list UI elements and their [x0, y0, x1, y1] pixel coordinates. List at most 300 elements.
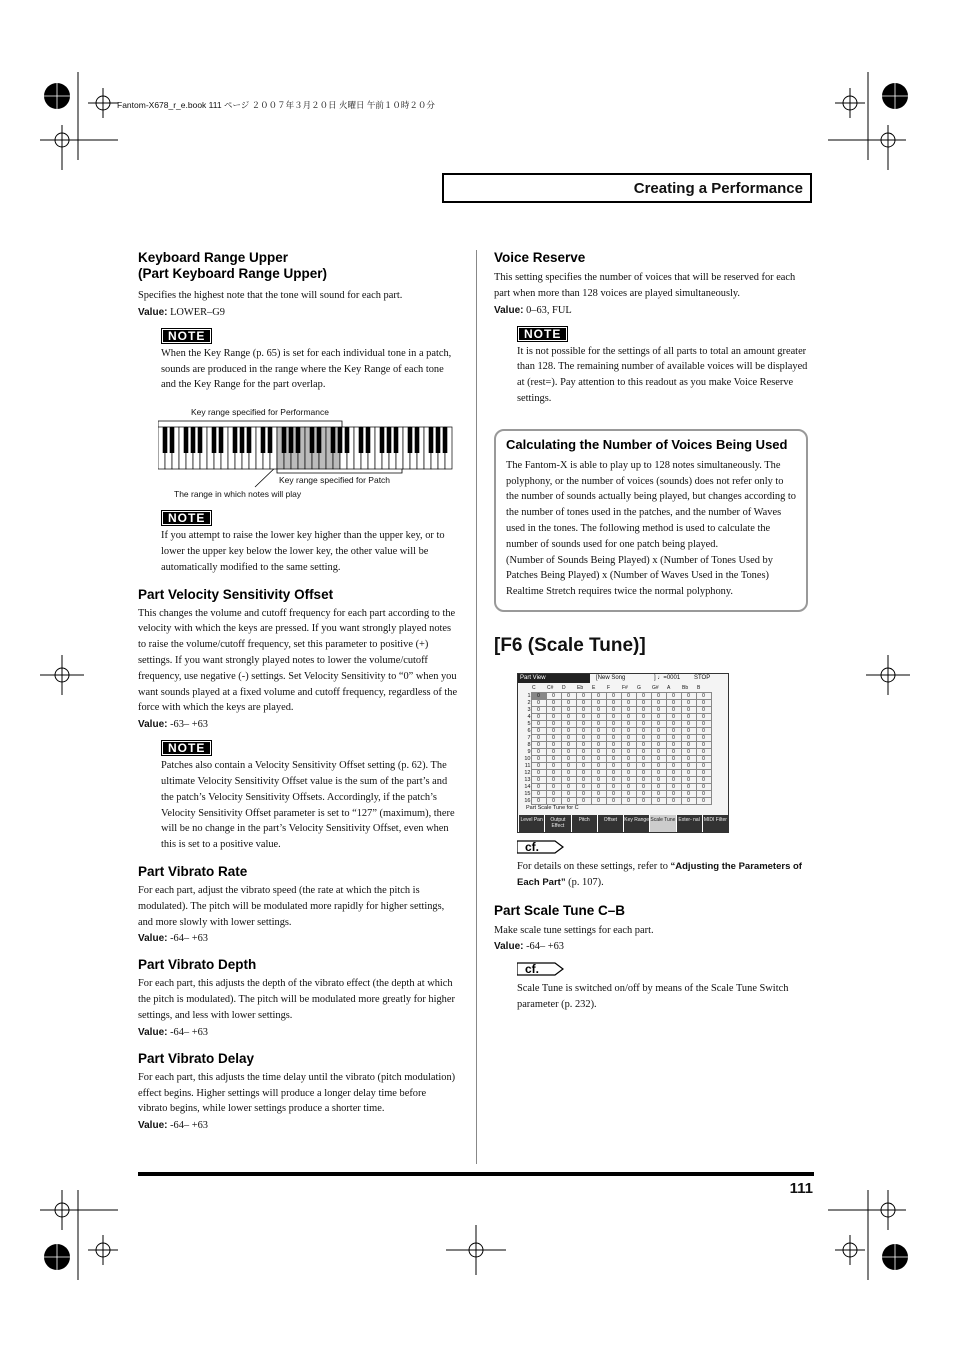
- pvso-note: Patches also contain a Velocity Sensitivity Offset setting (p. 62). The ultimate Velocity Sensitivity Offset value is the sum of the part’s and the patch’s Velocity Sensitivity Offsets. Accordingly, if the patch’s Velocity Sensitivity Offset parameter is set to “127” (maximum), there will be no change in the part’s Velocity Sensitivity Offset, even when this is set to a positive value.: [161, 760, 455, 851]
- grid-row-label: 12: [524, 769, 531, 776]
- grid-cell[interactable]: 0: [666, 797, 681, 804]
- calc-p2: (Number of Sounds Being Played) x (Number of Tones Used by Patches Being Played) x (Number of Waves Used in the Tones): [506, 554, 773, 582]
- grid-cell[interactable]: 0: [681, 790, 696, 797]
- grid-cell[interactable]: 0: [621, 790, 636, 797]
- grid-cell[interactable]: 0: [531, 762, 546, 769]
- grid-cell[interactable]: 0: [576, 692, 591, 699]
- grid-cell[interactable]: 0: [531, 748, 546, 755]
- grid-row-label: 6: [527, 727, 531, 734]
- grid-cell[interactable]: 0: [531, 720, 546, 727]
- grid-cell[interactable]: 0: [636, 720, 651, 727]
- grid-cell[interactable]: 0: [576, 797, 591, 804]
- grid-cell[interactable]: 0: [651, 797, 666, 804]
- grid-cell[interactable]: 0: [651, 776, 666, 783]
- grid-cell[interactable]: 0: [636, 734, 651, 741]
- grid-cell[interactable]: 0: [606, 790, 621, 797]
- grid-cell[interactable]: 0: [621, 776, 636, 783]
- grid-cell[interactable]: 0: [621, 692, 636, 699]
- cf-label: cf.: [525, 839, 540, 854]
- grid-cell[interactable]: 0: [606, 692, 621, 699]
- grid-cell[interactable]: 0: [531, 790, 546, 797]
- grid-row-label: 10: [524, 755, 531, 762]
- grid-cell[interactable]: 0: [606, 734, 621, 741]
- grid-cell[interactable]: 0: [531, 706, 546, 713]
- black-key: [380, 427, 385, 453]
- screen-status: STOP: [694, 674, 711, 681]
- grid-cell[interactable]: 0: [546, 769, 561, 776]
- grid-cell[interactable]: 0: [561, 727, 576, 734]
- grid-cell[interactable]: 0: [636, 706, 651, 713]
- kru-desc: Specifies the highest note that the tone will sound for each part.: [138, 290, 403, 301]
- grid-cell[interactable]: 0: [606, 720, 621, 727]
- grid-cell[interactable]: 0: [621, 783, 636, 790]
- cf-text-bold: “Adjusting the Parameters of Each Part”: [517, 860, 802, 888]
- scale-tune-screen: [517, 673, 729, 833]
- grid-cell[interactable]: 0: [696, 720, 711, 727]
- grid-cell[interactable]: 0: [606, 713, 621, 720]
- grid-cell[interactable]: 0: [636, 699, 651, 706]
- pvd-desc: For each part, this adjusts the depth of the vibrato effect (the depth at which the pitch is modulated). The pitch will be modulated more greatly for higher settings, and less with lower settings.: [138, 978, 455, 1021]
- grid-col-header: D: [562, 684, 566, 691]
- note-badge: NOTE: [517, 326, 568, 342]
- grid-cell[interactable]: 0: [636, 748, 651, 755]
- grid-cell[interactable]: 0: [666, 734, 681, 741]
- black-key: [163, 427, 168, 453]
- grid-cell[interactable]: 0: [696, 762, 711, 769]
- cf-label: cf.: [525, 962, 540, 977]
- grid-cell[interactable]: 0: [696, 776, 711, 783]
- screen-tab[interactable]: Offset: [597, 815, 623, 832]
- grid-cell[interactable]: 0: [696, 734, 711, 741]
- grid-col-header: B: [697, 684, 701, 691]
- note-badge: NOTE: [161, 740, 212, 756]
- grid-cell[interactable]: 0: [696, 713, 711, 720]
- black-key: [436, 427, 441, 453]
- calc-box: [494, 429, 808, 612]
- grid-cell[interactable]: 0: [591, 706, 606, 713]
- grid-cell[interactable]: 0: [636, 790, 651, 797]
- page-number: 111: [789, 1180, 813, 1197]
- grid-cell[interactable]: 0: [576, 734, 591, 741]
- grid-cell[interactable]: 0: [636, 727, 651, 734]
- grid-cell[interactable]: 0: [606, 748, 621, 755]
- pvr-value-text: -64– +63: [170, 933, 208, 945]
- grid-cell[interactable]: 0: [666, 748, 681, 755]
- grid-row: [521, 727, 711, 734]
- grid-cell[interactable]: 0: [546, 790, 561, 797]
- grid-cell[interactable]: 0: [621, 734, 636, 741]
- grid-cell[interactable]: 0: [561, 776, 576, 783]
- grid-cell[interactable]: 0: [561, 769, 576, 776]
- grid-cell[interactable]: 0: [546, 783, 561, 790]
- grid-cell[interactable]: 0: [546, 748, 561, 755]
- cf-icon: [517, 840, 565, 854]
- grid-cell[interactable]: 0: [546, 755, 561, 762]
- grid-cell[interactable]: 0: [651, 734, 666, 741]
- grid-cell[interactable]: 0: [696, 797, 711, 804]
- grid-cell[interactable]: 0: [636, 692, 651, 699]
- pst-desc: Make scale tune settings for each part.: [494, 924, 654, 936]
- grid-cell[interactable]: 0: [621, 699, 636, 706]
- grid-cell[interactable]: 0: [576, 699, 591, 706]
- vr-desc: This setting specifies the number of voices that will be reserved for each part when more than 128 voices are played simultaneously.: [494, 272, 796, 299]
- grid-row: [521, 692, 711, 699]
- grid-cell[interactable]: 0: [561, 706, 576, 713]
- calc-p3: Realtime Stretch requires twice the normal polyphony.: [506, 586, 733, 598]
- grid-cell[interactable]: 0: [531, 776, 546, 783]
- grid-cell[interactable]: 0: [651, 748, 666, 755]
- kru-value: [138, 305, 458, 320]
- grid-cell[interactable]: 0: [696, 748, 711, 755]
- grid-cell[interactable]: 0: [561, 755, 576, 762]
- grid-cell[interactable]: 0: [681, 741, 696, 748]
- grid-cell[interactable]: 0: [546, 776, 561, 783]
- grid-cell[interactable]: 0: [591, 713, 606, 720]
- grid-cell[interactable]: 0: [531, 713, 546, 720]
- black-key: [289, 427, 294, 453]
- grid-cell[interactable]: 0: [666, 790, 681, 797]
- grid-cell[interactable]: 0: [591, 741, 606, 748]
- grid-cell[interactable]: 0: [531, 783, 546, 790]
- grid-cell[interactable]: 0: [576, 706, 591, 713]
- grid-cell[interactable]: 0: [606, 699, 621, 706]
- grid-cell[interactable]: 0: [591, 720, 606, 727]
- grid-cell[interactable]: 0: [546, 706, 561, 713]
- grid-cell[interactable]: 0: [546, 699, 561, 706]
- grid-cell[interactable]: 0: [636, 783, 651, 790]
- grid-cell[interactable]: 0: [576, 762, 591, 769]
- grid-cell[interactable]: 0: [651, 783, 666, 790]
- grid-cell[interactable]: 0: [666, 699, 681, 706]
- grid-cell[interactable]: 0: [531, 769, 546, 776]
- grid-cell[interactable]: 0: [576, 741, 591, 748]
- grid-row: [521, 741, 711, 748]
- grid-cell[interactable]: 0: [546, 727, 561, 734]
- grid-cell[interactable]: 0: [531, 727, 546, 734]
- black-key: [191, 427, 196, 453]
- black-key: [296, 427, 301, 453]
- grid-cell[interactable]: 0: [666, 713, 681, 720]
- grid-cell[interactable]: 0: [636, 797, 651, 804]
- grid-cell[interactable]: 0: [696, 769, 711, 776]
- grid-cell[interactable]: 0: [531, 734, 546, 741]
- grid-cell[interactable]: 0: [546, 762, 561, 769]
- grid-cell[interactable]: 0: [561, 699, 576, 706]
- grid-cell[interactable]: 0: [636, 713, 651, 720]
- grid-cell[interactable]: 0: [681, 720, 696, 727]
- black-key: [345, 427, 350, 453]
- grid-cell[interactable]: 0: [591, 790, 606, 797]
- grid-cell[interactable]: 0: [606, 762, 621, 769]
- column-divider: [476, 250, 477, 1164]
- grid-cell[interactable]: 0: [621, 748, 636, 755]
- keyboard-range-diagram: [138, 401, 458, 501]
- grid-cell[interactable]: 0: [666, 762, 681, 769]
- grid-cell[interactable]: 0: [576, 713, 591, 720]
- grid-cell[interactable]: 0: [696, 783, 711, 790]
- grid-cell[interactable]: 0: [621, 762, 636, 769]
- grid-cell[interactable]: 0: [651, 741, 666, 748]
- kru-note2: If you attempt to raise the lower key higher than the upper key, or to lower the upper key below the lower key, the other value will be automatically modified to the same setting.: [161, 530, 445, 573]
- black-key: [394, 427, 399, 453]
- grid-cell[interactable]: 0: [576, 783, 591, 790]
- grid-cell[interactable]: 0: [576, 755, 591, 762]
- grid-cell[interactable]: 0: [651, 727, 666, 734]
- grid-cell[interactable]: 0: [666, 783, 681, 790]
- grid-cell[interactable]: 0: [696, 706, 711, 713]
- black-key: [268, 427, 273, 453]
- grid-cell[interactable]: 0: [651, 706, 666, 713]
- grid-cell[interactable]: 0: [531, 797, 546, 804]
- grid-col-header: A: [667, 684, 671, 691]
- black-key: [310, 427, 315, 453]
- diagram-label-range: The range in which notes will play: [174, 489, 302, 500]
- black-key: [184, 427, 189, 453]
- black-key: [408, 427, 413, 453]
- grid-cell[interactable]: 0: [681, 755, 696, 762]
- grid-row-label: 9: [527, 748, 531, 755]
- grid-cell[interactable]: 0: [576, 790, 591, 797]
- grid-cell[interactable]: 0: [591, 797, 606, 804]
- grid-cell[interactable]: 0: [561, 748, 576, 755]
- grid-cell[interactable]: 0: [651, 720, 666, 727]
- pvso-value-text: -63– +63: [170, 719, 208, 731]
- kru-value-label: Value:: [138, 306, 168, 318]
- footer-rule: [138, 1172, 814, 1176]
- grid-cell[interactable]: 0: [651, 762, 666, 769]
- grid-cell[interactable]: 0: [681, 776, 696, 783]
- black-key: [212, 427, 217, 453]
- grid-cell[interactable]: 0: [696, 755, 711, 762]
- grid-col-header: E: [592, 684, 596, 691]
- pvr-desc: For each part, adjust the vibrato speed (the rate at which the pitch is modulated). The pitch will be modulated more rapidly for higher settings, and more slowly with lower settings.: [138, 884, 445, 928]
- grid-cell[interactable]: 0: [621, 741, 636, 748]
- screen-song: [New Song: [596, 674, 626, 681]
- grid-cell[interactable]: 0: [561, 692, 576, 699]
- grid-cell[interactable]: 0: [606, 776, 621, 783]
- black-key: [219, 427, 224, 453]
- grid-cell[interactable]: 0: [591, 769, 606, 776]
- grid-row: [521, 699, 711, 706]
- grid-cell[interactable]: 0: [681, 734, 696, 741]
- grid-col-header: Bb: [682, 684, 689, 691]
- grid-cell[interactable]: 0: [546, 713, 561, 720]
- grid-cell[interactable]: 0: [576, 748, 591, 755]
- grid-cell[interactable]: 0: [576, 776, 591, 783]
- grid-cell[interactable]: 0: [696, 790, 711, 797]
- grid-row-label: 5: [527, 720, 531, 727]
- screen-tab[interactable]: Output Effect: [544, 815, 570, 832]
- grid-cell[interactable]: 0: [666, 720, 681, 727]
- grid-cell[interactable]: 0: [666, 776, 681, 783]
- grid-cell[interactable]: 0: [561, 790, 576, 797]
- grid-cell[interactable]: 0: [681, 762, 696, 769]
- grid-cell[interactable]: 0: [606, 741, 621, 748]
- grid-cell[interactable]: 0: [591, 748, 606, 755]
- grid-row: [521, 755, 711, 762]
- grid-cell[interactable]: 0: [606, 783, 621, 790]
- grid-cell[interactable]: 0: [621, 720, 636, 727]
- black-key: [366, 427, 371, 453]
- vr-note: It is not possible for the settings of all parts to total an amount greater than 128. The remaining number of available voices will be displayed at (rest=). Pay attention to this readout as you make Voice Reserve settings.: [517, 345, 808, 404]
- grid-row-label: 3: [527, 706, 531, 713]
- grid-row-label: 7: [527, 734, 531, 741]
- grid-cell[interactable]: 0: [651, 692, 666, 699]
- black-key: [170, 427, 175, 453]
- grid-row: [521, 713, 711, 720]
- grid-cell[interactable]: 0: [531, 699, 546, 706]
- grid-cell[interactable]: 0: [666, 741, 681, 748]
- grid-cell[interactable]: 0: [591, 755, 606, 762]
- pvr-value-label: Value:: [138, 933, 168, 945]
- grid-cell[interactable]: 0: [621, 713, 636, 720]
- pvd-title: Part Vibrato Depth: [138, 957, 257, 973]
- grid-cell[interactable]: 0: [636, 762, 651, 769]
- grid-cell[interactable]: 0: [651, 790, 666, 797]
- grid-cell[interactable]: 0: [621, 706, 636, 713]
- grid-cell[interactable]: 0: [546, 720, 561, 727]
- grid-cell[interactable]: 0: [546, 734, 561, 741]
- grid-cell[interactable]: 0: [561, 741, 576, 748]
- pvr-value: [138, 931, 458, 946]
- grid-cell[interactable]: 0: [636, 769, 651, 776]
- grid-cell[interactable]: 0: [696, 699, 711, 706]
- grid-row-label: 2: [527, 699, 531, 706]
- grid-cell[interactable]: 0: [546, 692, 561, 699]
- grid-cell[interactable]: 0: [531, 692, 546, 699]
- screen-tab[interactable]: Pitch: [571, 815, 597, 832]
- grid-cell[interactable]: 0: [591, 727, 606, 734]
- vr-value-text: 0–63, FUL: [526, 304, 572, 316]
- grid-cell[interactable]: 0: [651, 755, 666, 762]
- grid-col-header: C: [532, 684, 536, 691]
- screen-tab[interactable]: Exter- nal: [676, 815, 702, 832]
- grid-cell[interactable]: 0: [696, 727, 711, 734]
- grid-row: [521, 783, 711, 790]
- grid-cell[interactable]: 0: [621, 755, 636, 762]
- grid-cell[interactable]: 0: [681, 748, 696, 755]
- black-key: [331, 427, 336, 453]
- black-key: [282, 427, 287, 453]
- grid-cell[interactable]: 0: [561, 797, 576, 804]
- print-info: Fantom-X678_r_e.book 111 ページ ２００７年３月２０日 火曜日 午前１０時２０分: [117, 100, 435, 110]
- grid-cell[interactable]: 0: [621, 797, 636, 804]
- pvr-title: Part Vibrato Rate: [138, 863, 248, 879]
- grid-cell[interactable]: 0: [681, 727, 696, 734]
- grid-cell[interactable]: 0: [591, 692, 606, 699]
- grid-cell[interactable]: 0: [561, 762, 576, 769]
- grid-cell[interactable]: 0: [576, 720, 591, 727]
- grid-cell[interactable]: 0: [666, 706, 681, 713]
- grid-row: [521, 762, 711, 769]
- grid-cell[interactable]: 0: [666, 727, 681, 734]
- keyboard-svg: [158, 401, 458, 501]
- grid-cell[interactable]: 0: [591, 783, 606, 790]
- grid-cell[interactable]: 0: [576, 727, 591, 734]
- calc-title: Calculating the Number of Voices Being Used: [506, 436, 788, 452]
- grid-cell[interactable]: 0: [561, 783, 576, 790]
- grid-cell[interactable]: 0: [531, 741, 546, 748]
- grid-cell[interactable]: 0: [606, 797, 621, 804]
- grid-cell[interactable]: 0: [591, 734, 606, 741]
- grid-cell[interactable]: 0: [591, 699, 606, 706]
- grid-cell[interactable]: 0: [651, 699, 666, 706]
- grid-cell[interactable]: 0: [561, 720, 576, 727]
- grid-cell[interactable]: 0: [651, 713, 666, 720]
- right-column: [494, 250, 812, 1013]
- grid-cell[interactable]: 0: [591, 776, 606, 783]
- screen-tab[interactable]: Key Range: [623, 815, 649, 832]
- cf-text-post: (p. 107).: [565, 876, 604, 888]
- grid-cell[interactable]: 0: [591, 762, 606, 769]
- grid-col-header: G: [637, 684, 641, 691]
- screen-tab[interactable]: Level Pan: [518, 815, 544, 832]
- cf-text-pre: For details on these settings, refer to: [517, 860, 671, 872]
- grid-cell[interactable]: 0: [681, 713, 696, 720]
- black-key: [240, 427, 245, 453]
- grid-cell[interactable]: 0: [561, 734, 576, 741]
- grid-cell[interactable]: 0: [666, 755, 681, 762]
- grid-cell[interactable]: 0: [681, 706, 696, 713]
- grid-cell[interactable]: 0: [636, 741, 651, 748]
- screen-tab[interactable]: MIDI Filter: [702, 815, 728, 832]
- diagram-label-performance: Key range specified for Performance: [191, 407, 329, 418]
- grid-cell[interactable]: 0: [696, 741, 711, 748]
- grid-cell[interactable]: 0: [681, 797, 696, 804]
- grid-cell[interactable]: 0: [636, 776, 651, 783]
- grid-cell[interactable]: 0: [636, 755, 651, 762]
- screen-tab[interactable]: Scale Tune: [649, 815, 675, 832]
- grid-cell[interactable]: 0: [606, 727, 621, 734]
- pvdl-value-label: Value:: [138, 1120, 168, 1132]
- grid-cell[interactable]: 0: [681, 692, 696, 699]
- pvd-value: [138, 1025, 458, 1040]
- pst-value-text: -64– +63: [526, 941, 564, 953]
- pst-value: [494, 939, 812, 954]
- grid-cell[interactable]: 0: [576, 769, 591, 776]
- grid-cell[interactable]: 0: [606, 755, 621, 762]
- grid-cell[interactable]: 0: [531, 755, 546, 762]
- pst-title: Part Scale Tune C–B: [494, 902, 626, 918]
- grid-cell[interactable]: 0: [696, 692, 711, 699]
- grid-row: [521, 790, 711, 797]
- grid-cell[interactable]: 0: [666, 769, 681, 776]
- grid-cell[interactable]: 0: [561, 713, 576, 720]
- black-key: [359, 427, 364, 453]
- grid-cell[interactable]: 0: [621, 769, 636, 776]
- grid-row-label: 8: [527, 741, 531, 748]
- grid-row: [521, 706, 711, 713]
- kru-title-2: (Part Keyboard Range Upper): [138, 266, 328, 281]
- grid-cell[interactable]: 0: [651, 769, 666, 776]
- pvso-desc: This changes the volume and cutoff frequency for each part according to the velocity with which the keys are pressed. If you want strongly played notes to raise the volume/cutoff frequency, set this parameter to positive (+) settings. If you want strongly played notes to lower the volume/cutoff frequency, use negative (-) settings. Set Velocity Sensitivity to “0” when you want sounds played at a fixed volume and cutoff frequency, regardless of the force with which the keys are played.: [138, 607, 458, 714]
- grid-cell[interactable]: 0: [681, 699, 696, 706]
- pvdl-value-text: -64– +63: [170, 1120, 208, 1132]
- grid-cell[interactable]: 0: [681, 783, 696, 790]
- grid-cell[interactable]: 0: [606, 769, 621, 776]
- pvdl-desc: For each part, this adjusts the time delay until the vibrato (pitch modulation) effect begins. Higher settings will produce a longer delay time before vibrato begins, while lower settings produce a shorter time.: [138, 1071, 456, 1115]
- pvdl-title: Part Vibrato Delay: [138, 1050, 255, 1066]
- grid-cell[interactable]: 0: [621, 727, 636, 734]
- black-key: [387, 427, 392, 453]
- grid-cell[interactable]: 0: [546, 741, 561, 748]
- chapter-title: Creating a Performance: [633, 180, 803, 197]
- grid-cell[interactable]: 0: [546, 797, 561, 804]
- grid-cell[interactable]: 0: [606, 706, 621, 713]
- grid-cell[interactable]: 0: [666, 692, 681, 699]
- pvso-value: [138, 717, 458, 732]
- grid-cell[interactable]: 0: [681, 769, 696, 776]
